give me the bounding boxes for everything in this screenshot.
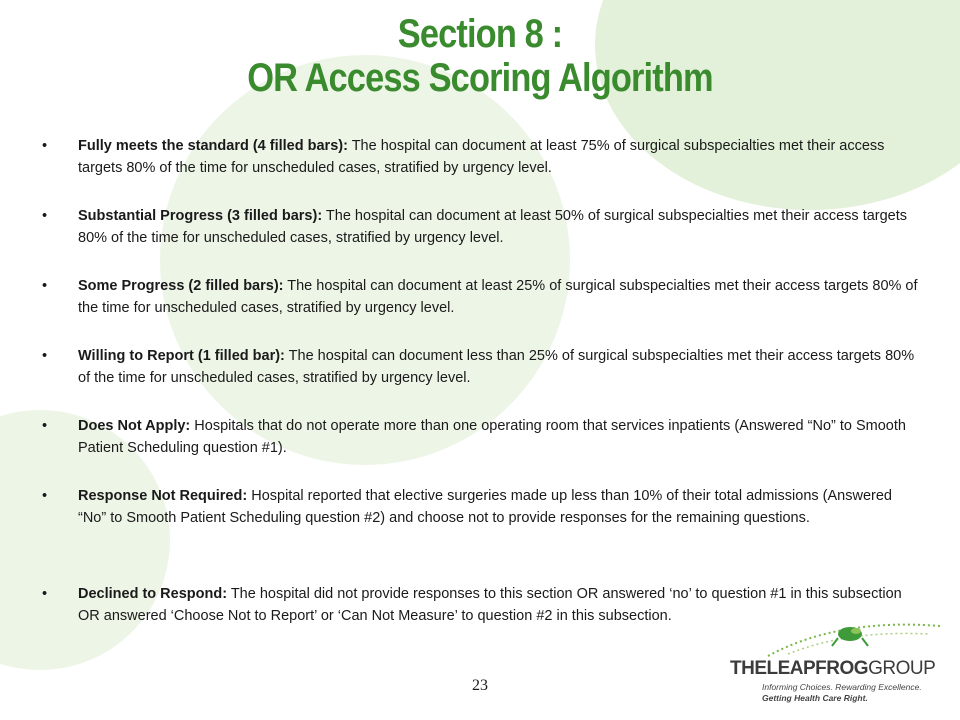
bullet-heading: Does Not Apply: (78, 418, 191, 434)
logo-tagline-line1: Informing Choices. Rewarding Excellence. (762, 682, 922, 692)
logo-tagline-line2: Getting Health Care Right. (762, 693, 868, 703)
bullet-item (40, 275, 920, 319)
bullet-dot-icon: • (42, 418, 48, 434)
bullet-dot-icon: • (42, 208, 48, 224)
logo-leapfrog: LEAPFROG (766, 658, 869, 679)
slide-title-line2: OR Access Scoring Algorithm (247, 56, 713, 100)
bullet-heading: Response Not Required: (78, 488, 248, 504)
bullet-heading: Some Progress (2 filled bars): (78, 278, 284, 294)
page-number: 23 (472, 677, 488, 694)
bullet-heading: Substantial Progress (3 filled bars): (78, 208, 323, 224)
bullet-dot-icon: • (42, 488, 48, 504)
bullet-text: The hospital can document at least 50% of surgical subspecialties met their access targets 80% of the time for unscheduled cases, stratified by urgency level. (78, 208, 908, 246)
bullet-text: The hospital did not provide responses to this section OR answered ‘no’ to question #1 in this subsection OR answered ‘Choose Not to Report’ or ‘Can Not Measure’ to question #2 in this subsection. (78, 586, 902, 624)
background-circle-center (160, 55, 570, 465)
logo-group: GROUP (868, 658, 936, 679)
bullet-text: Hospital reported that elective surgeries made up less than 10% of their total admissions (Answered “No” to Smooth Patient Scheduling question #2) and choose not to provide responses for the remaining questions. (78, 488, 892, 526)
bullet-item (40, 205, 920, 249)
bullet-dot-icon: • (42, 278, 48, 294)
slide-title (67, 12, 893, 100)
bullet-text: The hospital can document at least 25% of surgical subspecialties met their access targets 80% of the time for unscheduled cases, stratified by urgency level. (78, 278, 918, 316)
bullet-item (40, 485, 920, 529)
bullet-dot-icon: • (42, 138, 48, 154)
bullet-item (40, 345, 920, 389)
slide-title-line1: Section 8 : (397, 12, 563, 56)
bullet-text: The hospital can document less than 25% of surgical subspecialties met their access targets 80% of the time for unscheduled cases, stratified by urgency level. (78, 348, 915, 386)
bullet-item (40, 415, 920, 459)
bullet-text: Hospitals that do not operate more than one operating room that services inpatients (Answered “No” to Smooth Patient Scheduling question #1). (78, 418, 906, 456)
bullet-item (40, 135, 920, 179)
logo-the: THE (730, 658, 767, 679)
logo-tagline (762, 682, 922, 704)
bullet-heading: Declined to Respond: (78, 586, 228, 602)
logo-wordmark (730, 658, 935, 680)
bullet-dot-icon: • (42, 586, 48, 602)
bullet-heading: Willing to Report (1 filled bar): (78, 348, 285, 364)
bullet-heading: Fully meets the standard (4 filled bars): (78, 138, 348, 154)
bullet-text: The hospital can document at least 75% of surgical subspecialties met their access targets 80% of the time for unscheduled cases, stratified by urgency level. (78, 138, 885, 176)
bullet-dot-icon: • (42, 348, 48, 364)
leapfrog-logo (728, 608, 953, 713)
